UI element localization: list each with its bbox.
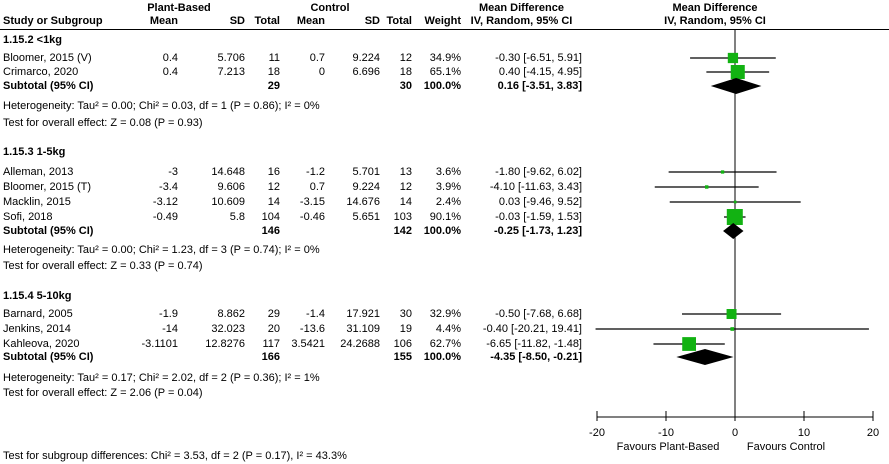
study-row	[0, 211, 582, 224]
study-name: Bloomer, 2015 (T)	[3, 181, 92, 193]
control-total: 18	[399, 66, 412, 78]
subtotal-row	[0, 80, 582, 93]
effect-square	[727, 209, 743, 225]
md-ci: -4.35 [-8.50, -0.21]	[490, 351, 582, 363]
plant-mean: -1.9	[159, 308, 178, 320]
md-ci: -0.40 [-20.21, 19.41]	[482, 323, 582, 335]
study-row	[0, 196, 582, 209]
control-mean: 3.5421	[291, 338, 325, 350]
md-ci: 0.16 [-3.51, 3.83]	[497, 80, 582, 92]
control-sd: 17.921	[346, 308, 380, 320]
subtotal-row	[0, 225, 582, 238]
md-ci: 0.03 [-9.46, 9.52]	[498, 196, 582, 208]
plant-total: 12	[267, 181, 280, 193]
control-sd	[325, 351, 380, 364]
plant-sd	[178, 225, 245, 238]
control-mean-header: Mean	[296, 15, 325, 27]
header-spacer	[380, 2, 412, 15]
md-ci: -6.65 [-11.82, -1.48]	[486, 338, 582, 350]
control-total: 106	[393, 338, 412, 350]
control-total: 30	[399, 80, 412, 92]
heterogeneity-note: Heterogeneity: Tau² = 0.00; Chi² = 1.23, df = 3 (P = 0.74); I² = 0%	[3, 244, 320, 256]
md-ci: 0.40 [-4.15, 4.95]	[498, 66, 582, 78]
control-sd: 24.2688	[340, 338, 380, 350]
plant-total: 146	[261, 225, 280, 237]
subgroup-heading: 1.15.4 5-10kg	[3, 290, 72, 302]
control-mean	[280, 225, 325, 238]
control-total: 155	[393, 351, 412, 363]
control-sd	[325, 225, 380, 238]
control-sd-header: SD	[364, 15, 380, 27]
weight: 90.1%	[429, 211, 461, 223]
plant-mean: -14	[162, 323, 178, 335]
study-row	[0, 338, 582, 351]
axis-tick-label: 20	[866, 427, 880, 439]
study-name: Subtotal (95% CI)	[3, 351, 94, 363]
effect-square	[705, 185, 708, 188]
weight: 100.0%	[423, 80, 461, 92]
plant-total: 104	[261, 211, 280, 223]
plant-sd: 7.213	[217, 66, 245, 78]
control-mean	[280, 351, 325, 364]
control-mean: -13.6	[299, 323, 325, 335]
plant-mean-header: Mean	[149, 15, 178, 27]
control-total: 30	[399, 308, 412, 320]
control-mean: -1.4	[306, 308, 325, 320]
control-sd: 9.224	[352, 181, 380, 193]
control-sd: 5.701	[352, 166, 380, 178]
md-column-title: Mean Difference	[479, 2, 564, 14]
plant-mean: -3.4	[159, 181, 178, 193]
md-ci: -0.25 [-1.73, 1.23]	[493, 225, 582, 237]
study-column-header: Study or Subgroup	[3, 15, 103, 27]
control-sd: 9.224	[352, 52, 380, 64]
weight: 100.0%	[423, 351, 461, 363]
plant-sd: 14.648	[211, 166, 245, 178]
control-sd: 6.696	[352, 66, 380, 78]
weight: 34.9%	[429, 52, 461, 64]
control-mean: -0.46	[299, 211, 325, 223]
favours-left-label: Favours Plant-Based	[616, 441, 720, 453]
md-ci: -0.30 [-6.51, 5.91]	[495, 52, 582, 64]
heterogeneity-note: Heterogeneity: Tau² = 0.00; Chi² = 0.03, df = 1 (P = 0.86); I² = 0%	[3, 100, 320, 112]
control-sd	[325, 80, 380, 93]
weight: 3.9%	[435, 181, 461, 193]
plant-total: 14	[267, 196, 280, 208]
study-row	[0, 308, 582, 321]
effect-square	[734, 201, 737, 204]
md-ci-column-header: IV, Random, 95% CI	[470, 15, 573, 27]
study-row	[0, 166, 582, 179]
md-ci: -0.50 [-7.68, 6.68]	[495, 308, 582, 320]
control-sd: 5.651	[352, 211, 380, 223]
control-total: 12	[399, 181, 412, 193]
plant-sd	[178, 351, 245, 364]
plot-md-title: Mean Difference	[672, 2, 758, 14]
axis-tick-label: -20	[589, 427, 605, 439]
plant-sd	[178, 80, 245, 93]
plant-based-group-header: Plant-Based	[147, 2, 211, 14]
plant-mean: 0.4	[162, 66, 178, 78]
md-ci: -0.03 [-1.59, 1.53]	[495, 211, 582, 223]
control-mean: -3.15	[299, 196, 325, 208]
study-name: Subtotal (95% CI)	[3, 225, 94, 237]
plant-total: 11	[268, 52, 280, 64]
axis-tick-label: 10	[797, 427, 811, 439]
md-ci: -1.80 [-9.62, 6.02]	[495, 166, 582, 178]
plant-total-header: Total	[254, 15, 280, 27]
control-mean: 0.7	[309, 52, 325, 64]
study-name: Barnard, 2005	[3, 308, 73, 320]
plant-mean: 0.4	[162, 52, 178, 64]
overall-effect-note: Test for overall effect: Z = 2.06 (P = 0.04)	[3, 387, 203, 399]
header-spacer	[412, 2, 461, 15]
favours-right-label: Favours Control	[746, 441, 826, 453]
plant-mean: -0.49	[152, 211, 178, 223]
plant-mean: -3.1101	[141, 338, 178, 350]
plant-total: 20	[267, 323, 280, 335]
control-total: 19	[399, 323, 412, 335]
plant-sd: 9.606	[217, 181, 245, 193]
plant-sd: 5.706	[217, 52, 245, 64]
control-total: 14	[399, 196, 412, 208]
study-name: Alleman, 2013	[3, 166, 74, 178]
subtotal-row	[0, 351, 582, 364]
weight: 2.4%	[435, 196, 461, 208]
plant-mean	[113, 351, 178, 364]
plant-total: 117	[262, 338, 280, 350]
subtotal-diamond	[723, 223, 743, 239]
header-divider	[0, 29, 889, 30]
plant-total: 16	[267, 166, 280, 178]
table-header-columns	[0, 15, 582, 28]
subtotal-diamond	[676, 349, 733, 365]
control-total: 103	[393, 211, 412, 223]
plant-sd: 5.8	[229, 211, 245, 223]
plant-sd: 10.609	[211, 196, 245, 208]
header-spacer	[0, 2, 113, 15]
plant-mean: -3.12	[152, 196, 178, 208]
study-name: Subtotal (95% CI)	[3, 80, 94, 92]
heterogeneity-note: Heterogeneity: Tau² = 0.17; Chi² = 2.02, df = 2 (P = 0.36); I² = 1%	[3, 372, 320, 384]
study-name: Jenkins, 2014	[3, 323, 71, 335]
plant-total: 29	[267, 308, 280, 320]
plot-md-ci-title: IV, Random, 95% CI	[664, 15, 766, 27]
weight: 65.1%	[429, 66, 461, 78]
plant-sd: 8.862	[217, 308, 245, 320]
effect-square	[682, 337, 696, 351]
effect-square	[731, 65, 745, 79]
axis-tick-label: -10	[658, 427, 674, 439]
subgroup-heading: 1.15.2 <1kg	[3, 34, 63, 46]
study-row	[0, 52, 582, 65]
control-sd: 14.676	[346, 196, 380, 208]
study-name: Sofi, 2018	[3, 211, 53, 223]
effect-square	[727, 309, 737, 319]
plant-mean	[113, 80, 178, 93]
weight: 4.4%	[435, 323, 461, 335]
weight: 100.0%	[423, 225, 461, 237]
overall-effect-note: Test for overall effect: Z = 0.08 (P = 0.93)	[3, 117, 203, 129]
effect-square	[730, 327, 734, 331]
study-name: Macklin, 2015	[3, 196, 71, 208]
study-row	[0, 66, 582, 79]
header-spacer	[245, 2, 280, 15]
control-total: 13	[399, 166, 412, 178]
study-row	[0, 323, 582, 336]
plant-mean: -3	[168, 166, 178, 178]
weight: 32.9%	[429, 308, 461, 320]
study-name: Kahleova, 2020	[3, 338, 80, 350]
study-row	[0, 181, 582, 194]
md-ci: -4.10 [-11.63, 3.43]	[489, 181, 582, 193]
control-group-header: Control	[310, 2, 350, 14]
weight: 62.7%	[429, 338, 461, 350]
plant-total: 29	[267, 80, 280, 92]
control-total: 12	[399, 52, 412, 64]
plant-total: 18	[267, 66, 280, 78]
control-sd: 31.109	[346, 323, 380, 335]
control-mean: 0.7	[309, 181, 325, 193]
subtotal-diamond	[711, 78, 762, 94]
plant-sd-header: SD	[229, 15, 245, 27]
control-mean	[280, 80, 325, 93]
plant-mean	[113, 225, 178, 238]
table-header-groups	[0, 2, 582, 15]
subgroup-differences-note: Test for subgroup differences: Chi² = 3.53, df = 2 (P = 0.17), I² = 43.3%	[3, 450, 347, 462]
plant-total: 166	[261, 351, 280, 363]
subgroup-heading: 1.15.3 1-5kg	[3, 146, 66, 158]
plant-sd: 32.023	[211, 323, 245, 335]
axis-tick-label: 0	[731, 427, 739, 439]
weight-column-header: Weight	[424, 15, 461, 27]
weight: 3.6%	[435, 166, 461, 178]
control-mean: -1.2	[306, 166, 325, 178]
effect-square	[721, 170, 724, 173]
control-mean: 0	[318, 66, 325, 78]
overall-effect-note: Test for overall effect: Z = 0.33 (P = 0.74)	[3, 260, 203, 272]
study-name: Bloomer, 2015 (V)	[3, 52, 92, 64]
control-total-header: Total	[386, 15, 412, 27]
study-name: Crimarco, 2020	[3, 66, 79, 78]
control-total: 142	[393, 225, 412, 237]
plant-sd: 12.8276	[205, 338, 245, 350]
effect-square	[728, 53, 738, 63]
